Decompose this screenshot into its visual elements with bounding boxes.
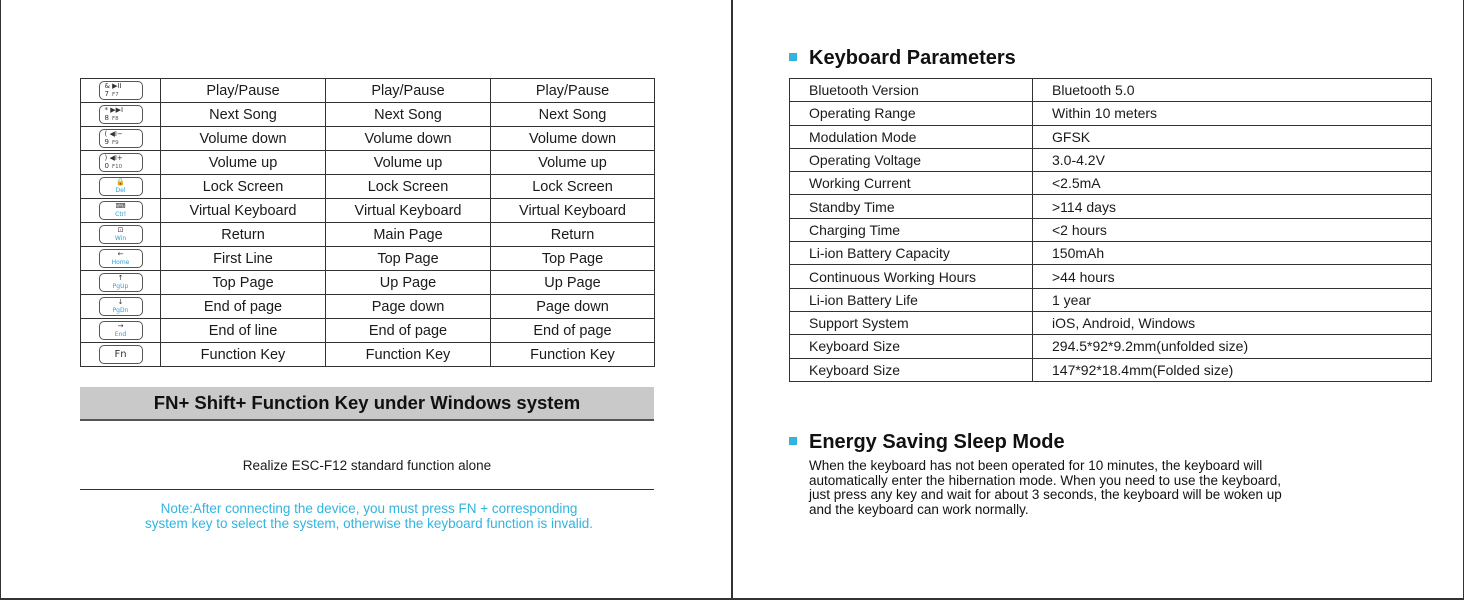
function-cell: Play/Pause [161, 79, 326, 103]
function-cell: Virtual Keyboard [491, 199, 655, 223]
keycap-label: PgDn [112, 307, 129, 314]
page-divider [731, 0, 733, 600]
function-cell: Top Page [491, 247, 655, 271]
parameter-row [790, 242, 1432, 265]
keycap-symbol-icon: 🔒 [116, 178, 125, 186]
function-cell: End of page [491, 319, 655, 343]
sleep-line-2: automatically enter the hibernation mode. When you need to use the keyboard, [809, 472, 1282, 488]
sleep-line-1: When the keyboard has not been operated for 10 minutes, the keyboard will [809, 458, 1263, 473]
keycap-icon [99, 153, 143, 172]
bullet-square-icon [789, 437, 797, 445]
parameter-name: Li-ion Battery Life [790, 288, 1033, 311]
function-cell: Return [161, 223, 326, 247]
parameter-value: GFSK [1033, 125, 1432, 148]
function-cell: Up Page [326, 271, 491, 295]
parameter-row [790, 288, 1432, 311]
function-cell: Top Page [326, 247, 491, 271]
keycap-icon [99, 129, 143, 148]
keycap-number: 9 [104, 138, 109, 146]
keycap-label: Home [111, 259, 130, 266]
keycap-symbol-icon: ⌨ [115, 202, 126, 210]
parameter-name: Keyboard Size [790, 358, 1033, 381]
parameter-name: Charging Time [790, 218, 1033, 241]
parameter-value: >114 days [1033, 195, 1432, 218]
key-cell [81, 151, 161, 175]
function-key-row [81, 319, 655, 343]
parameter-row [790, 195, 1432, 218]
keycap-icon [99, 81, 143, 100]
parameter-value: 1 year [1033, 288, 1432, 311]
function-cell: Volume down [326, 127, 491, 151]
fn-standard-description: Realize ESC-F12 standard function alone [242, 458, 492, 473]
keycap-fkey: F10 [111, 164, 123, 170]
function-cell: Main Page [326, 223, 491, 247]
function-cell: End of page [161, 295, 326, 319]
function-key-row [81, 199, 655, 223]
keycap-number: 7 [104, 90, 109, 98]
function-cell: Lock Screen [491, 175, 655, 199]
key-cell [81, 295, 161, 319]
sleep-mode-description [809, 459, 1429, 517]
function-cell: Virtual Keyboard [326, 199, 491, 223]
function-cell: Play/Pause [326, 79, 491, 103]
keycap-label: End [114, 331, 127, 338]
function-cell: Play/Pause [491, 79, 655, 103]
function-cell: Lock Screen [161, 175, 326, 199]
keycap-bottom [105, 138, 139, 147]
function-key-row [81, 295, 655, 319]
keycap-icon [99, 249, 143, 268]
keycap-symbol-icon: ← [117, 250, 124, 258]
parameter-row [790, 148, 1432, 171]
keycap-number: 8 [104, 114, 109, 122]
parameter-value: >44 hours [1033, 265, 1432, 288]
keycap-bottom [105, 114, 139, 123]
function-key-row [81, 223, 655, 247]
keycap-fkey: F9 [111, 140, 119, 146]
parameter-name: Working Current [790, 172, 1033, 195]
parameter-value: 147*92*18.4mm(Folded size) [1033, 358, 1432, 381]
function-key-row [81, 127, 655, 151]
keycap-icon [99, 225, 143, 244]
function-cell: Function Key [326, 343, 491, 367]
function-key-row [81, 175, 655, 199]
function-cell: Top Page [161, 271, 326, 295]
function-key-row [81, 271, 655, 295]
parameter-value: Within 10 meters [1033, 102, 1432, 125]
keycap-label: Win [114, 235, 127, 242]
function-key-row [81, 79, 655, 103]
function-cell: Virtual Keyboard [161, 199, 326, 223]
function-cell: End of line [161, 319, 326, 343]
function-cell: Page down [326, 295, 491, 319]
note-line-2: system key to select the system, otherwise the keyboard function is invalid. [145, 516, 593, 531]
key-cell [81, 247, 161, 271]
parameter-row [790, 218, 1432, 241]
parameter-name: Keyboard Size [790, 335, 1033, 358]
key-cell [81, 175, 161, 199]
function-cell: Return [491, 223, 655, 247]
parameter-name: Continuous Working Hours [790, 265, 1033, 288]
parameter-row [790, 79, 1432, 102]
parameter-value: iOS, Android, Windows [1033, 311, 1432, 334]
parameter-name: Operating Voltage [790, 148, 1033, 171]
note-text [80, 501, 658, 531]
function-cell: End of page [326, 319, 491, 343]
parameter-name: Modulation Mode [790, 125, 1033, 148]
parameter-name: Bluetooth Version [790, 79, 1033, 102]
key-cell [81, 199, 161, 223]
parameter-row [790, 125, 1432, 148]
function-cell: Next Song [326, 103, 491, 127]
sleep-mode-heading [789, 431, 1065, 454]
parameter-row [790, 265, 1432, 288]
keycap-icon [99, 345, 143, 364]
sleep-line-3: just press any key and wait for about 3 seconds, the keyboard will be woken up [809, 487, 1282, 502]
keycap-icon [99, 297, 143, 316]
keycap-fkey: F8 [111, 116, 119, 122]
keycap-top-symbol: ) ◀I+ [104, 154, 123, 162]
parameter-name: Standby Time [790, 195, 1033, 218]
divider-line [80, 489, 654, 490]
function-cell: First Line [161, 247, 326, 271]
keycap-top-symbol: ( ◀I− [104, 130, 123, 138]
keycap-label: Fn [114, 349, 127, 360]
function-cell: Volume up [326, 151, 491, 175]
fn-shift-banner: FN+ Shift+ Function Key under Windows system [80, 387, 654, 421]
keycap-icon [99, 201, 143, 220]
key-cell [81, 271, 161, 295]
function-cell: Volume down [491, 127, 655, 151]
keyboard-parameters-title: Keyboard Parameters [809, 47, 1016, 69]
parameter-row [790, 172, 1432, 195]
sleep-mode-title: Energy Saving Sleep Mode [809, 431, 1065, 453]
parameter-name: Support System [790, 311, 1033, 334]
keycap-bottom [105, 162, 139, 171]
bullet-square-icon [789, 53, 797, 61]
function-key-table [80, 78, 655, 367]
parameter-name: Li-ion Battery Capacity [790, 242, 1033, 265]
keycap-icon [99, 177, 143, 196]
function-cell: Volume up [491, 151, 655, 175]
keycap-number: 0 [104, 162, 109, 170]
function-cell: Function Key [161, 343, 326, 367]
keycap-label: Del [115, 187, 126, 194]
keycap-label: PgUp [112, 283, 129, 290]
keycap-label: Ctrl [115, 211, 126, 218]
function-cell: Volume up [161, 151, 326, 175]
function-cell: Up Page [491, 271, 655, 295]
parameter-value: 294.5*92*9.2mm(unfolded size) [1033, 335, 1432, 358]
keyboard-parameters-table [789, 78, 1432, 382]
function-key-row [81, 151, 655, 175]
keycap-symbol-icon: → [117, 322, 124, 330]
keycap-symbol-icon: ↑ [117, 274, 124, 282]
parameter-value: Bluetooth 5.0 [1033, 79, 1432, 102]
keyboard-parameters-heading [789, 47, 1016, 70]
parameter-value: <2 hours [1033, 218, 1432, 241]
keycap-fkey: F7 [111, 92, 119, 98]
parameter-row [790, 311, 1432, 334]
function-cell: Next Song [491, 103, 655, 127]
parameter-row [790, 102, 1432, 125]
function-key-row [81, 343, 655, 367]
parameter-row [790, 335, 1432, 358]
key-cell [81, 79, 161, 103]
key-cell [81, 343, 161, 367]
key-cell [81, 223, 161, 247]
function-cell: Function Key [491, 343, 655, 367]
function-cell: Page down [491, 295, 655, 319]
keycap-bottom [105, 90, 139, 99]
key-cell [81, 319, 161, 343]
parameter-row [790, 358, 1432, 381]
keycap-top-symbol: * ▶▶I [104, 106, 124, 114]
function-key-row [81, 103, 655, 127]
keycap-top-symbol: & ▶II [104, 82, 122, 90]
keycap-symbol-icon: ↓ [117, 298, 124, 306]
keycap-symbol-icon: ⊡ [117, 226, 124, 234]
note-line-1: Note:After connecting the device, you must press FN + corresponding [160, 501, 578, 516]
parameter-value: 150mAh [1033, 242, 1432, 265]
function-cell: Next Song [161, 103, 326, 127]
page-border-left [0, 0, 1, 600]
parameter-value: 3.0-4.2V [1033, 148, 1432, 171]
keycap-icon [99, 105, 143, 124]
function-cell: Lock Screen [326, 175, 491, 199]
parameter-name: Operating Range [790, 102, 1033, 125]
function-key-row [81, 247, 655, 271]
function-cell: Volume down [161, 127, 326, 151]
keycap-icon [99, 273, 143, 292]
parameter-value: <2.5mA [1033, 172, 1432, 195]
key-cell [81, 127, 161, 151]
sleep-line-4: and the keyboard can work normally. [809, 501, 1029, 517]
keycap-icon [99, 321, 143, 340]
key-cell [81, 103, 161, 127]
